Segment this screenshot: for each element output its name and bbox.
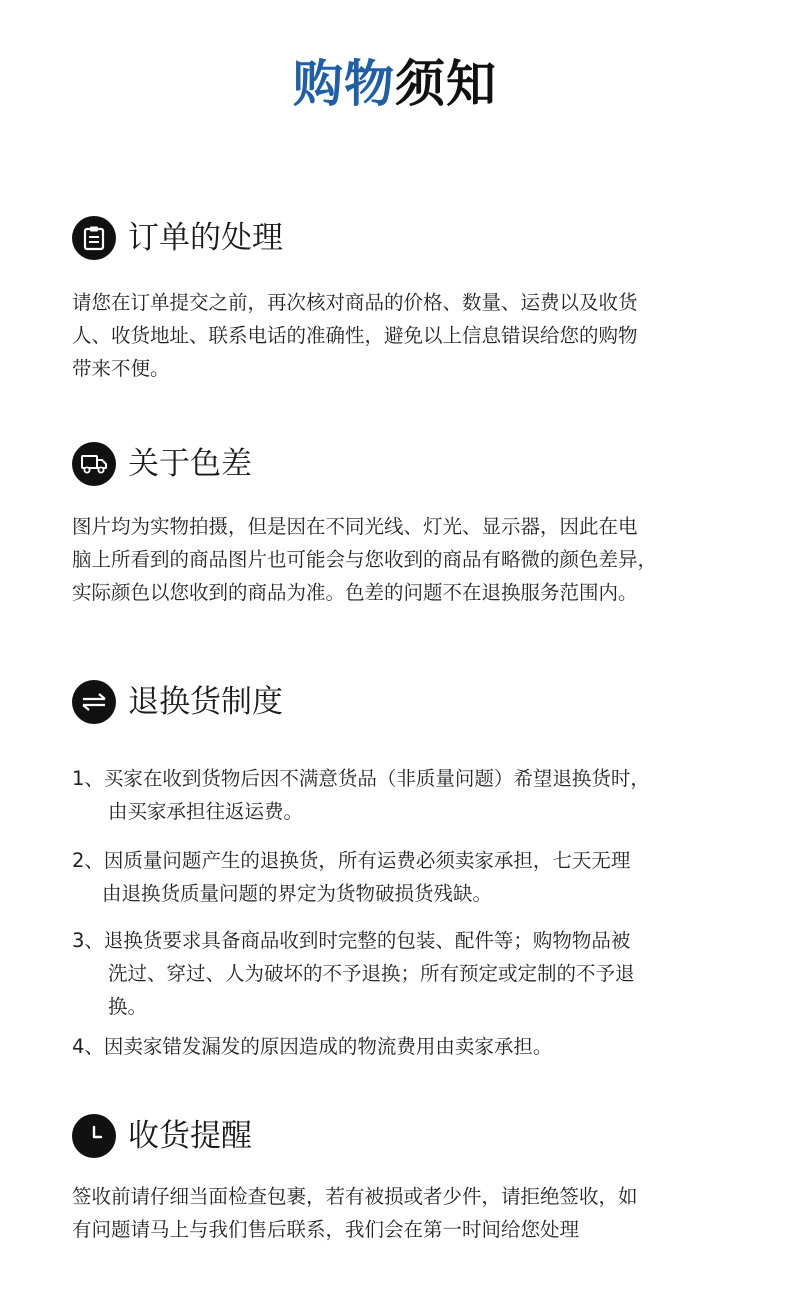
page-title-blue: 购物 xyxy=(293,55,395,113)
section-receipt-title: 收货提醒 xyxy=(128,1118,252,1154)
section-order-line: 带来不便。 xyxy=(72,357,170,380)
returns-item-line: 由买家承担往返运费。 xyxy=(108,800,304,823)
returns-item-2 xyxy=(72,844,752,910)
clipboard-icon xyxy=(72,216,116,260)
returns-item-line: 洗过、穿过、人为破坏的不予退换；所有预定或定制的不予退 xyxy=(108,962,635,985)
page-title xyxy=(0,50,790,118)
returns-item-line: 2、因质量问题产生的退换货，所有运费必须卖家承担，七天无理 xyxy=(72,849,631,872)
section-order-line: 请您在订单提交之前，再次核对商品的价格、数量、运费以及收货 xyxy=(72,291,638,314)
truck-icon xyxy=(72,442,116,486)
returns-item-line: 3、退换货要求具备商品收到时完整的包装、配件等；购物物品被 xyxy=(72,929,631,952)
section-order-line: 人、收货地址、联系电话的准确性，避免以上信息错误给您的购物 xyxy=(72,324,638,347)
section-order-text xyxy=(72,286,732,385)
page-title-black: 须知 xyxy=(395,55,497,113)
returns-item-3 xyxy=(72,924,752,1023)
returns-item-line: 换。 xyxy=(108,995,148,1018)
returns-item-line: 由退换货质量问题的界定为货物破损货残缺。 xyxy=(102,882,493,905)
section-color-header xyxy=(72,442,252,486)
exchange-arrows-icon xyxy=(72,680,116,724)
section-receipt-line: 有问题请马上与我们售后联系，我们会在第一时间给您处理 xyxy=(72,1218,580,1241)
section-color-text xyxy=(72,510,732,609)
section-receipt-line: 签收前请仔细当面检查包裹，若有被损或者少件，请拒绝签收，如 xyxy=(72,1185,638,1208)
section-receipt-text xyxy=(72,1180,732,1246)
returns-item-1 xyxy=(72,762,752,828)
section-order-header xyxy=(72,216,283,260)
returns-item-line: 4、因卖家错发漏发的原因造成的物流费用由卖家承担。 xyxy=(72,1035,553,1058)
section-color-title: 关于色差 xyxy=(128,446,252,482)
returns-item-line: 1、买家在收到货物后因不满意货品（非质量问题）希望退换货时， xyxy=(72,767,650,790)
section-receipt-header xyxy=(72,1114,252,1158)
clock-icon xyxy=(72,1114,116,1158)
section-order-title: 订单的处理 xyxy=(128,220,283,256)
section-returns-header xyxy=(72,680,283,724)
returns-item-4 xyxy=(72,1030,752,1063)
section-returns-title: 退换货制度 xyxy=(128,684,283,720)
section-color-line: 实际颜色以您收到的商品为准。色差的问题不在退换服务范围内。 xyxy=(72,581,638,604)
section-color-line: 脑上所看到的商品图片也可能会与您收到的商品有略微的颜色差异， xyxy=(72,548,658,571)
section-color-line: 图片均为实物拍摄，但是因在不同光线、灯光、显示器，因此在电 xyxy=(72,515,638,538)
